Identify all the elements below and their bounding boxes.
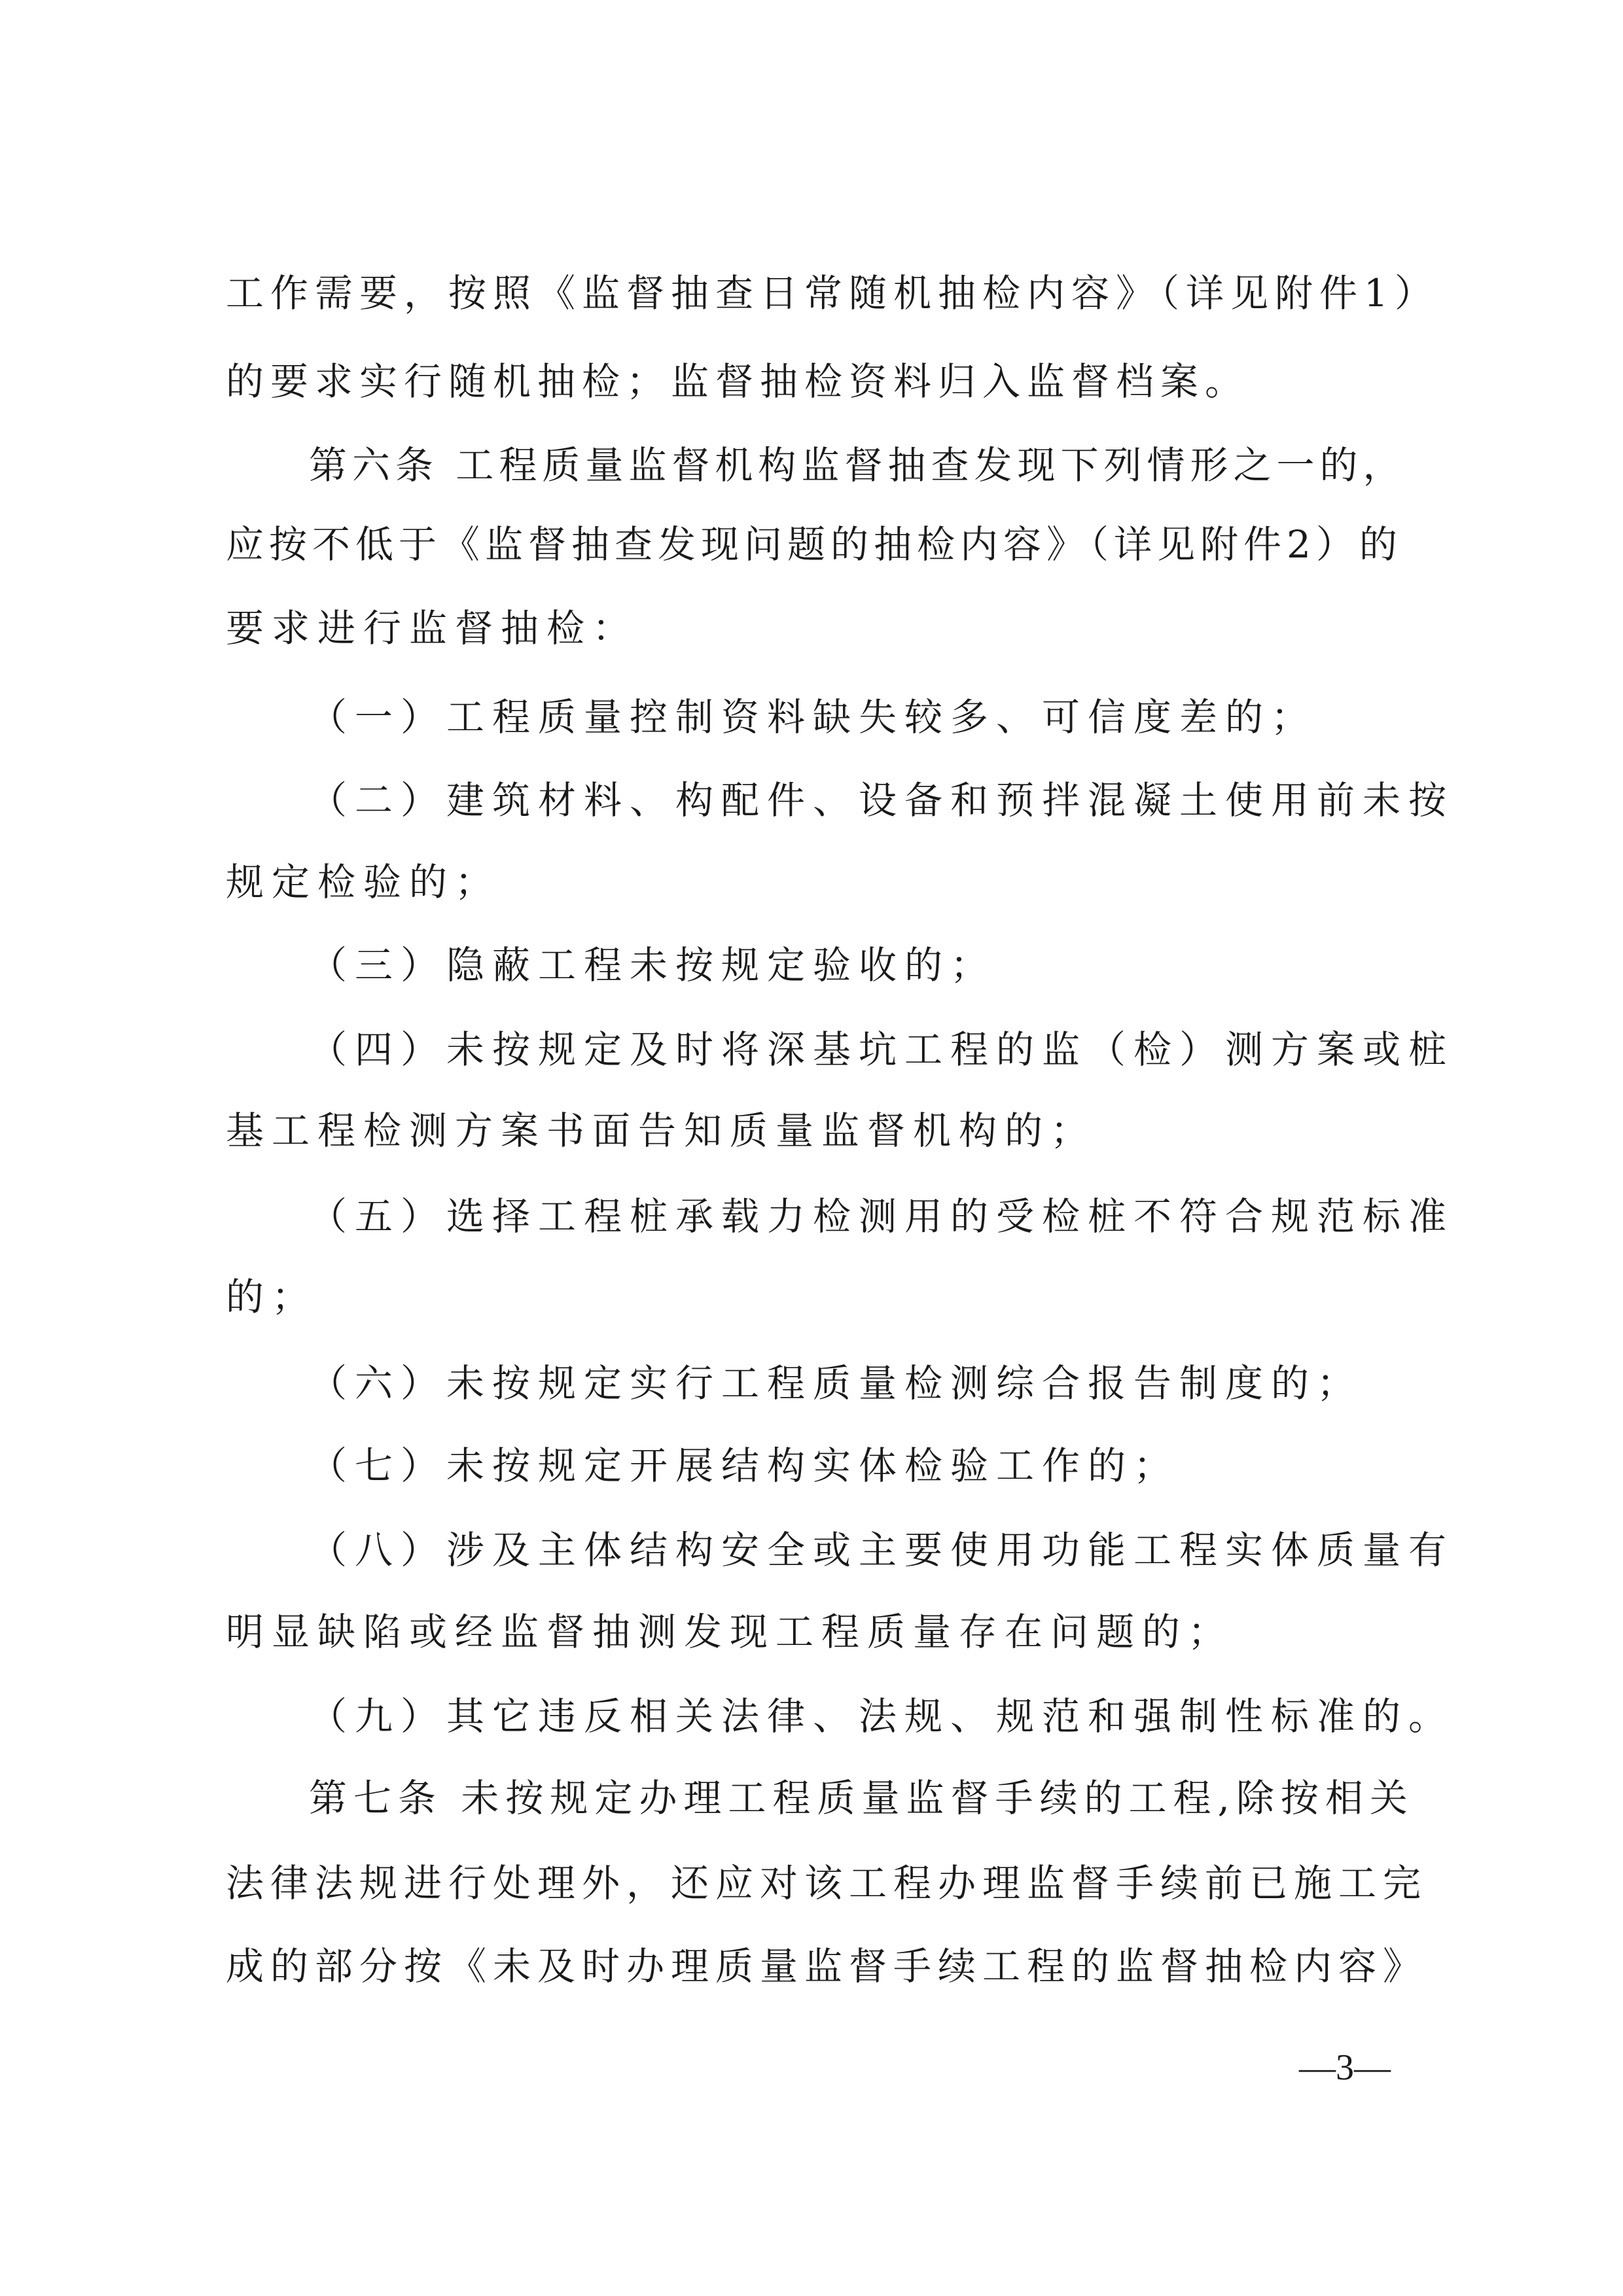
text-line-1: 工作需要，按照《监督抽查日常随机抽检内容》（详见附件1） xyxy=(226,271,1439,315)
text-line-13: 的； xyxy=(226,1275,318,1319)
text-line-4: 应按不低于《监督抽查发现问题的抽检内容》（详见附件2）的 xyxy=(226,522,1402,567)
text-line-19: 第七条 未按规定办理工程质量监督手续的工程,除按相关 xyxy=(309,1776,1414,1820)
text-line-12: （五）选择工程桩承载力检测用的受检桩不符合规范标准 xyxy=(309,1194,1455,1239)
text-line-11: 基工程检测方案书面告知质量监督机构的； xyxy=(226,1108,1097,1153)
text-line-17: 明显缺陷或经监督抽测发现工程质量存在问题的； xyxy=(226,1610,1234,1654)
text-line-10: （四）未按规定及时将深基坑工程的监（检）测方案或桩 xyxy=(309,1027,1455,1072)
text-line-7: （二）建筑材料、构配件、设备和预拌混凝土使用前未按 xyxy=(309,778,1455,822)
text-line-20: 法律法规进行处理外，还应对该工程办理监督手续前已施工完 xyxy=(226,1861,1428,1905)
text-line-3: 第六条 工程质量监督机构监督抽查发现下列情形之一的， xyxy=(309,443,1406,487)
text-line-5: 要求进行监督抽检： xyxy=(226,606,639,650)
text-line-9: （三）隐蔽工程未按规定验收的； xyxy=(309,943,997,987)
text-line-8: 规定检验的； xyxy=(226,860,501,904)
text-line-15: （七）未按规定开展结构实体检验工作的； xyxy=(309,1443,1180,1488)
text-line-16: （八）涉及主体结构安全或主要使用功能工程实体质量有 xyxy=(309,1528,1455,1572)
text-line-2: 的要求实行随机抽检；监督抽检资料归入监督档案。 xyxy=(226,359,1250,404)
text-line-18: （九）其它违反相关法律、法规、规范和强制性标准的。 xyxy=(309,1694,1455,1739)
text-line-14: （六）未按规定实行工程质量检测综合报告制度的； xyxy=(309,1361,1363,1405)
text-line-6: （一）工程质量控制资料缺失较多、可信度差的； xyxy=(309,695,1317,739)
text-line-21: 成的部分按《未及时办理质量监督手续工程的监督抽检内容》 xyxy=(226,1944,1428,1988)
page-number: —3— xyxy=(1299,2047,1391,2088)
